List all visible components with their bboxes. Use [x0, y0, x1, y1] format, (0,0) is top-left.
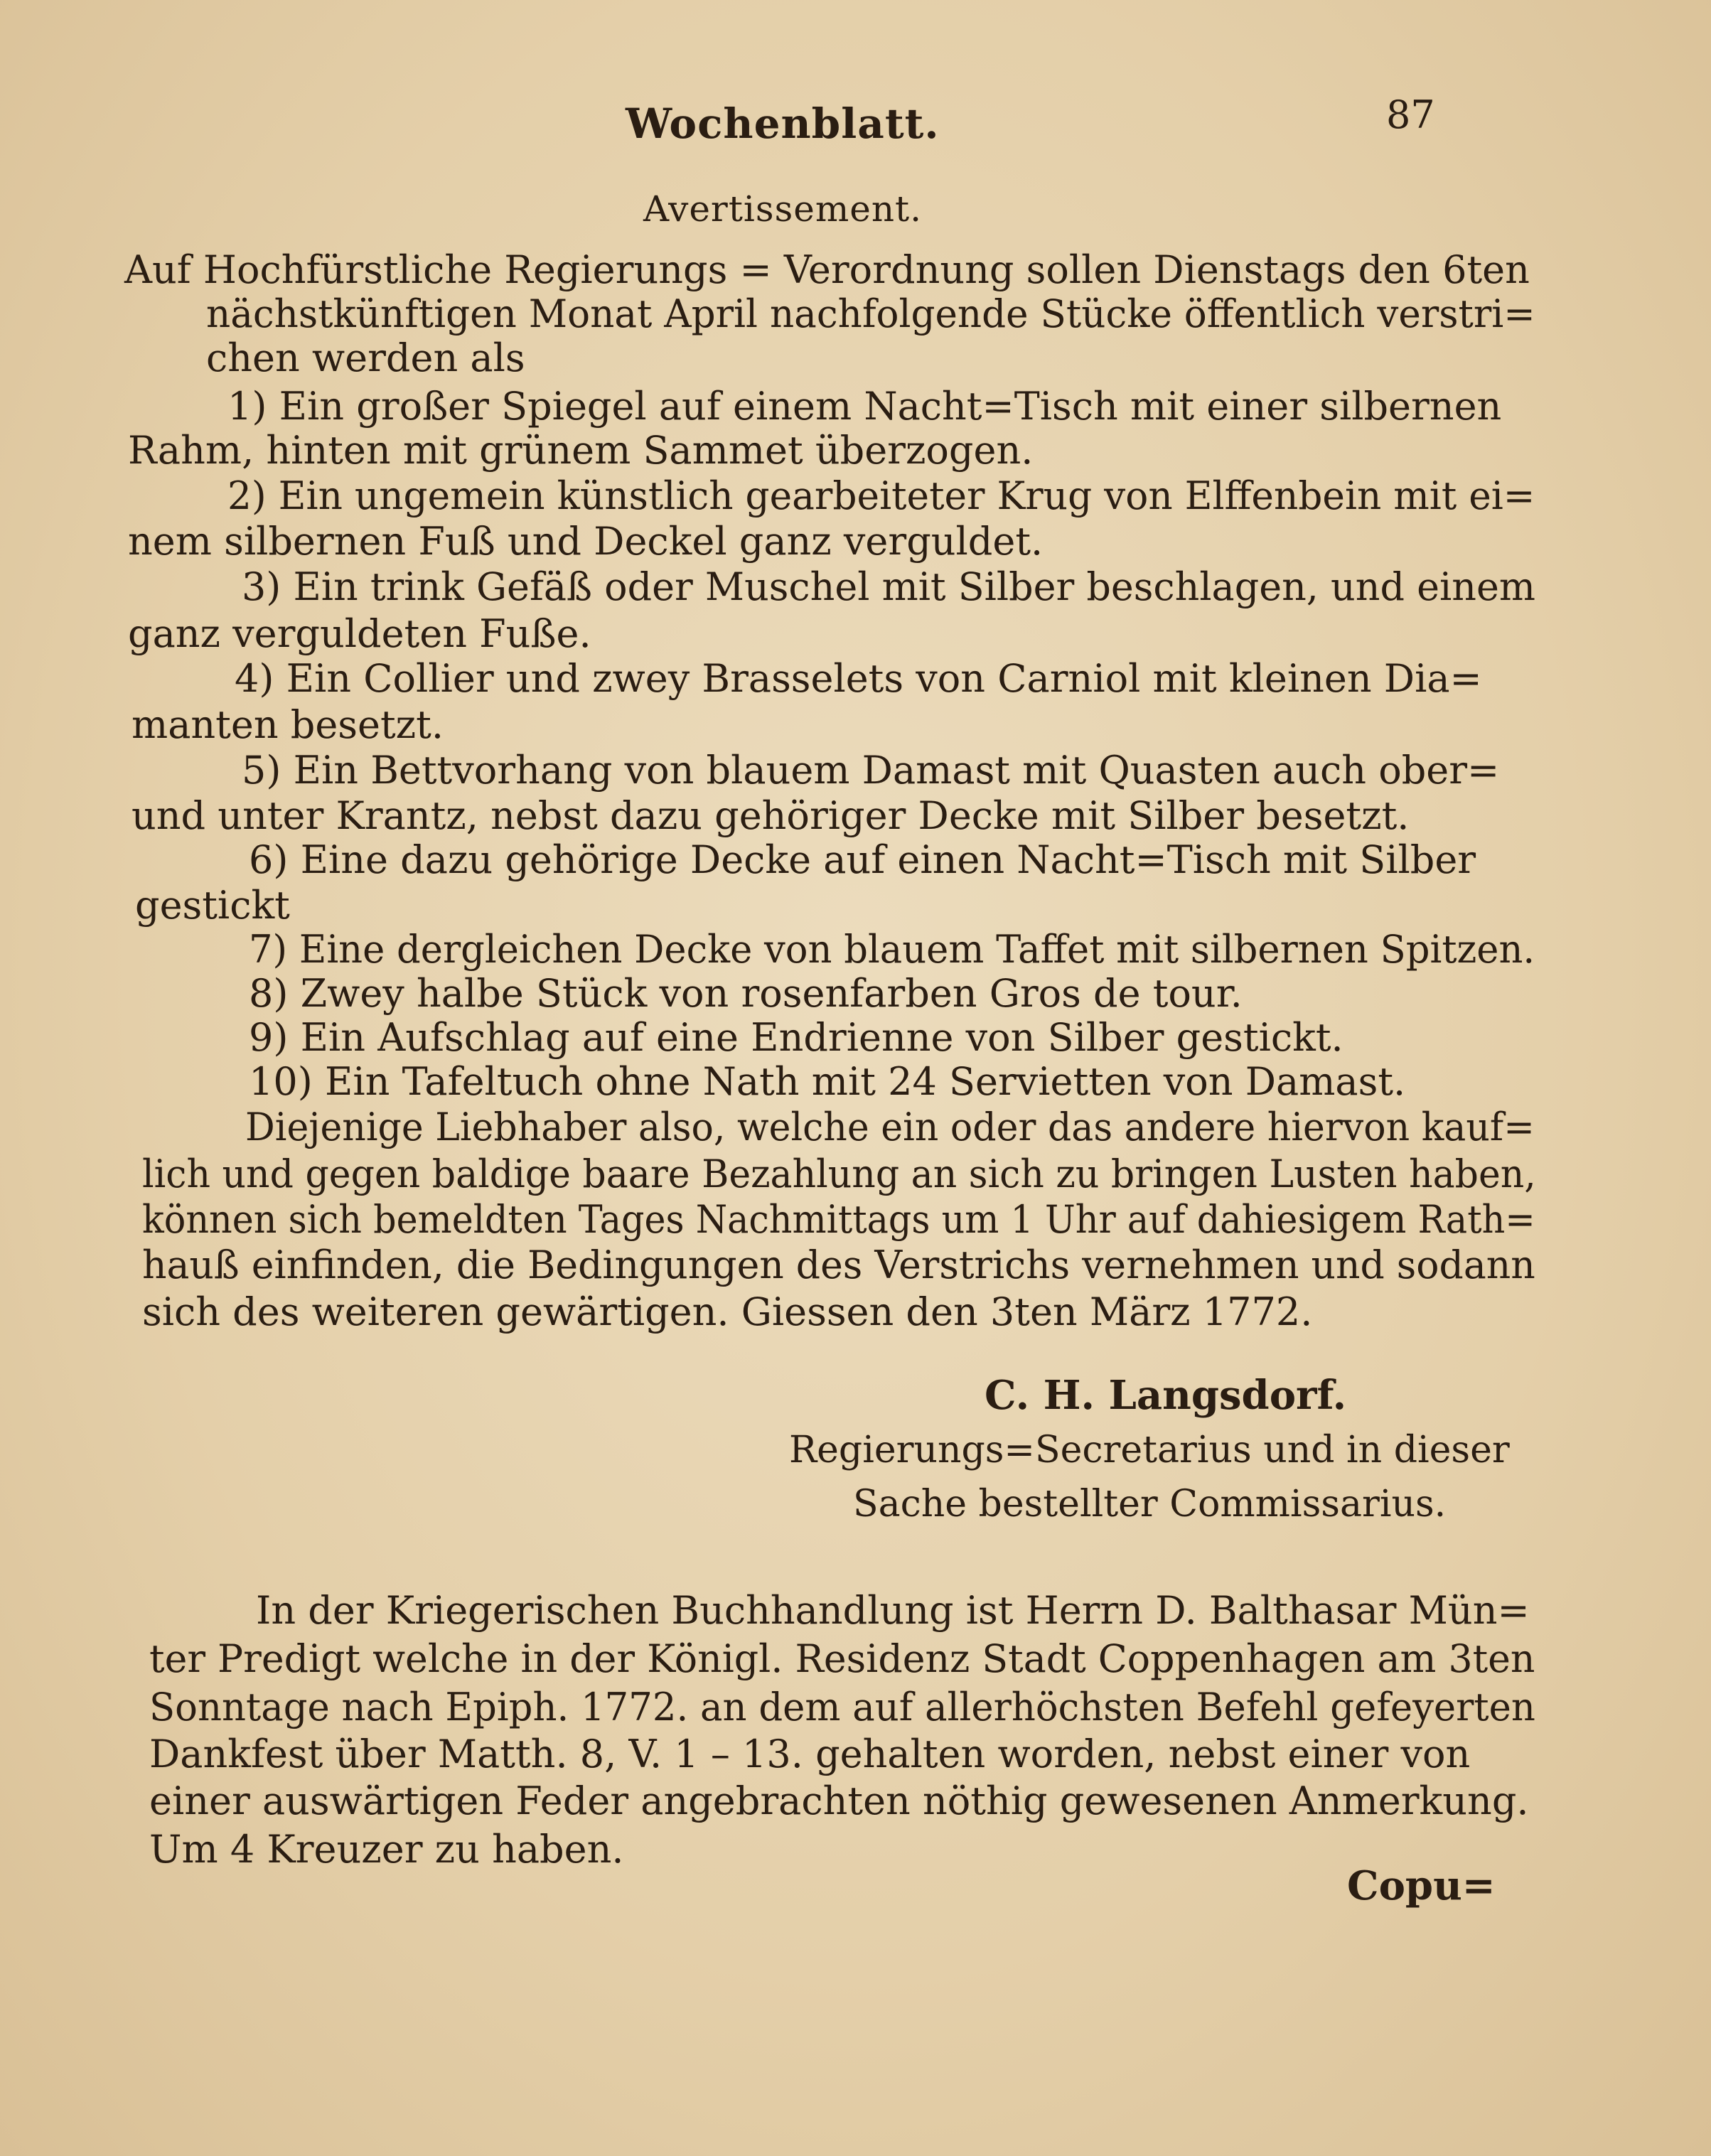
- notice-line: Diejenige Liebhaber also, welche ein oder das andere hiervon kauf=: [245, 1105, 1535, 1149]
- book-notice-line: Dankfest über Matth. 8, V. 1 – 13. gehalten worden, nebst einer von: [149, 1732, 1471, 1776]
- notice-line: und unter Krantz, nebst dazu gehöriger Decke mit Silber besetzt.: [132, 793, 1410, 838]
- notice-title: Avertissement.: [643, 188, 923, 230]
- notice-line: 8) Zwey halbe Stück von rosenfarben Gros de tour.: [249, 971, 1243, 1016]
- notice-line: lich und gegen baldige baare Bezahlung an sich zu bringen Lusten haben,: [142, 1152, 1536, 1196]
- notice-line: nächstkünftigen Monat April nachfolgende Stücke öffentlich verstri=: [206, 291, 1535, 336]
- notice-line: 7) Eine dergleichen Decke von blauem Taffet mit silbernen Spitzen.: [249, 927, 1535, 972]
- notice-line: 6) Eine dazu gehörige Decke auf einen Nacht=Tisch mit Silber: [249, 837, 1476, 882]
- notice-line: 4) Ein Collier und zwey Brasselets von Carniol mit kleinen Dia=: [235, 656, 1482, 701]
- book-notice-line: In der Kriegerischen Buchhandlung ist Herrn D. Balthasar Mün=: [256, 1588, 1530, 1633]
- catchword: Copu=: [1347, 1862, 1496, 1909]
- book-notice-line: Um 4 Kreuzer zu haben.: [149, 1827, 624, 1872]
- notice-line: sich des weiteren gewärtigen. Giessen den 3ten März 1772.: [142, 1289, 1313, 1334]
- running-header: Wochenblatt.: [626, 100, 940, 148]
- notice-line: 5) Ein Bettvorhang von blauem Damast mit Quasten auch ober=: [242, 748, 1500, 793]
- page-number: 87: [1386, 92, 1435, 137]
- notice-line: hauß einfinden, die Bedingungen des Verstrichs vernehmen und sodann: [142, 1243, 1535, 1287]
- notice-line: 3) Ein trink Gefäß oder Muschel mit Silber beschlagen, und einem: [242, 564, 1535, 609]
- book-notice-line: einer auswärtigen Feder angebrachten nöthig gewesenen Anmerkung.: [149, 1779, 1529, 1823]
- signature-name: C. H. Langsdorf.: [985, 1372, 1347, 1419]
- notice-line: können sich bemeldten Tages Nachmittags um 1 Uhr auf dahiesigem Rath=: [142, 1197, 1535, 1242]
- notice-line: ganz verguldeten Fuße.: [128, 611, 591, 656]
- signature-title: Sache bestellter Commissarius.: [853, 1483, 1447, 1525]
- notice-line: chen werden als: [206, 336, 525, 380]
- notice-line: 10) Ein Tafeltuch ohne Nath mit 24 Servietten von Damast.: [249, 1059, 1406, 1104]
- notice-line: Auf Hochfürstliche Regierungs = Verordnung sollen Dienstags den 6ten: [124, 247, 1530, 292]
- notice-line: manten besetzt.: [132, 702, 444, 747]
- notice-line: Rahm, hinten mit grünem Sammet überzogen.: [128, 428, 1034, 473]
- notice-line: 9) Ein Aufschlag auf eine Endrienne von Silber gestickt.: [249, 1015, 1343, 1060]
- notice-line: 2) Ein ungemein künstlich gearbeiteter Krug von Elffenbein mit ei=: [227, 473, 1535, 518]
- notice-line: gestickt: [135, 883, 290, 928]
- book-notice-line: Sonntage nach Epiph. 1772. an dem auf allerhöchsten Befehl gefeyerten: [149, 1685, 1535, 1729]
- signature-title: Regierungs=Secretarius und in dieser: [789, 1429, 1510, 1471]
- notice-line: 1) Ein großer Spiegel auf einem Nacht=Tisch mit einer silbernen: [227, 384, 1502, 429]
- book-notice-line: ter Predigt welche in der Königl. Residenz Stadt Coppenhagen am 3ten: [149, 1636, 1535, 1681]
- notice-line: nem silbernen Fuß und Deckel ganz verguldet.: [128, 519, 1044, 564]
